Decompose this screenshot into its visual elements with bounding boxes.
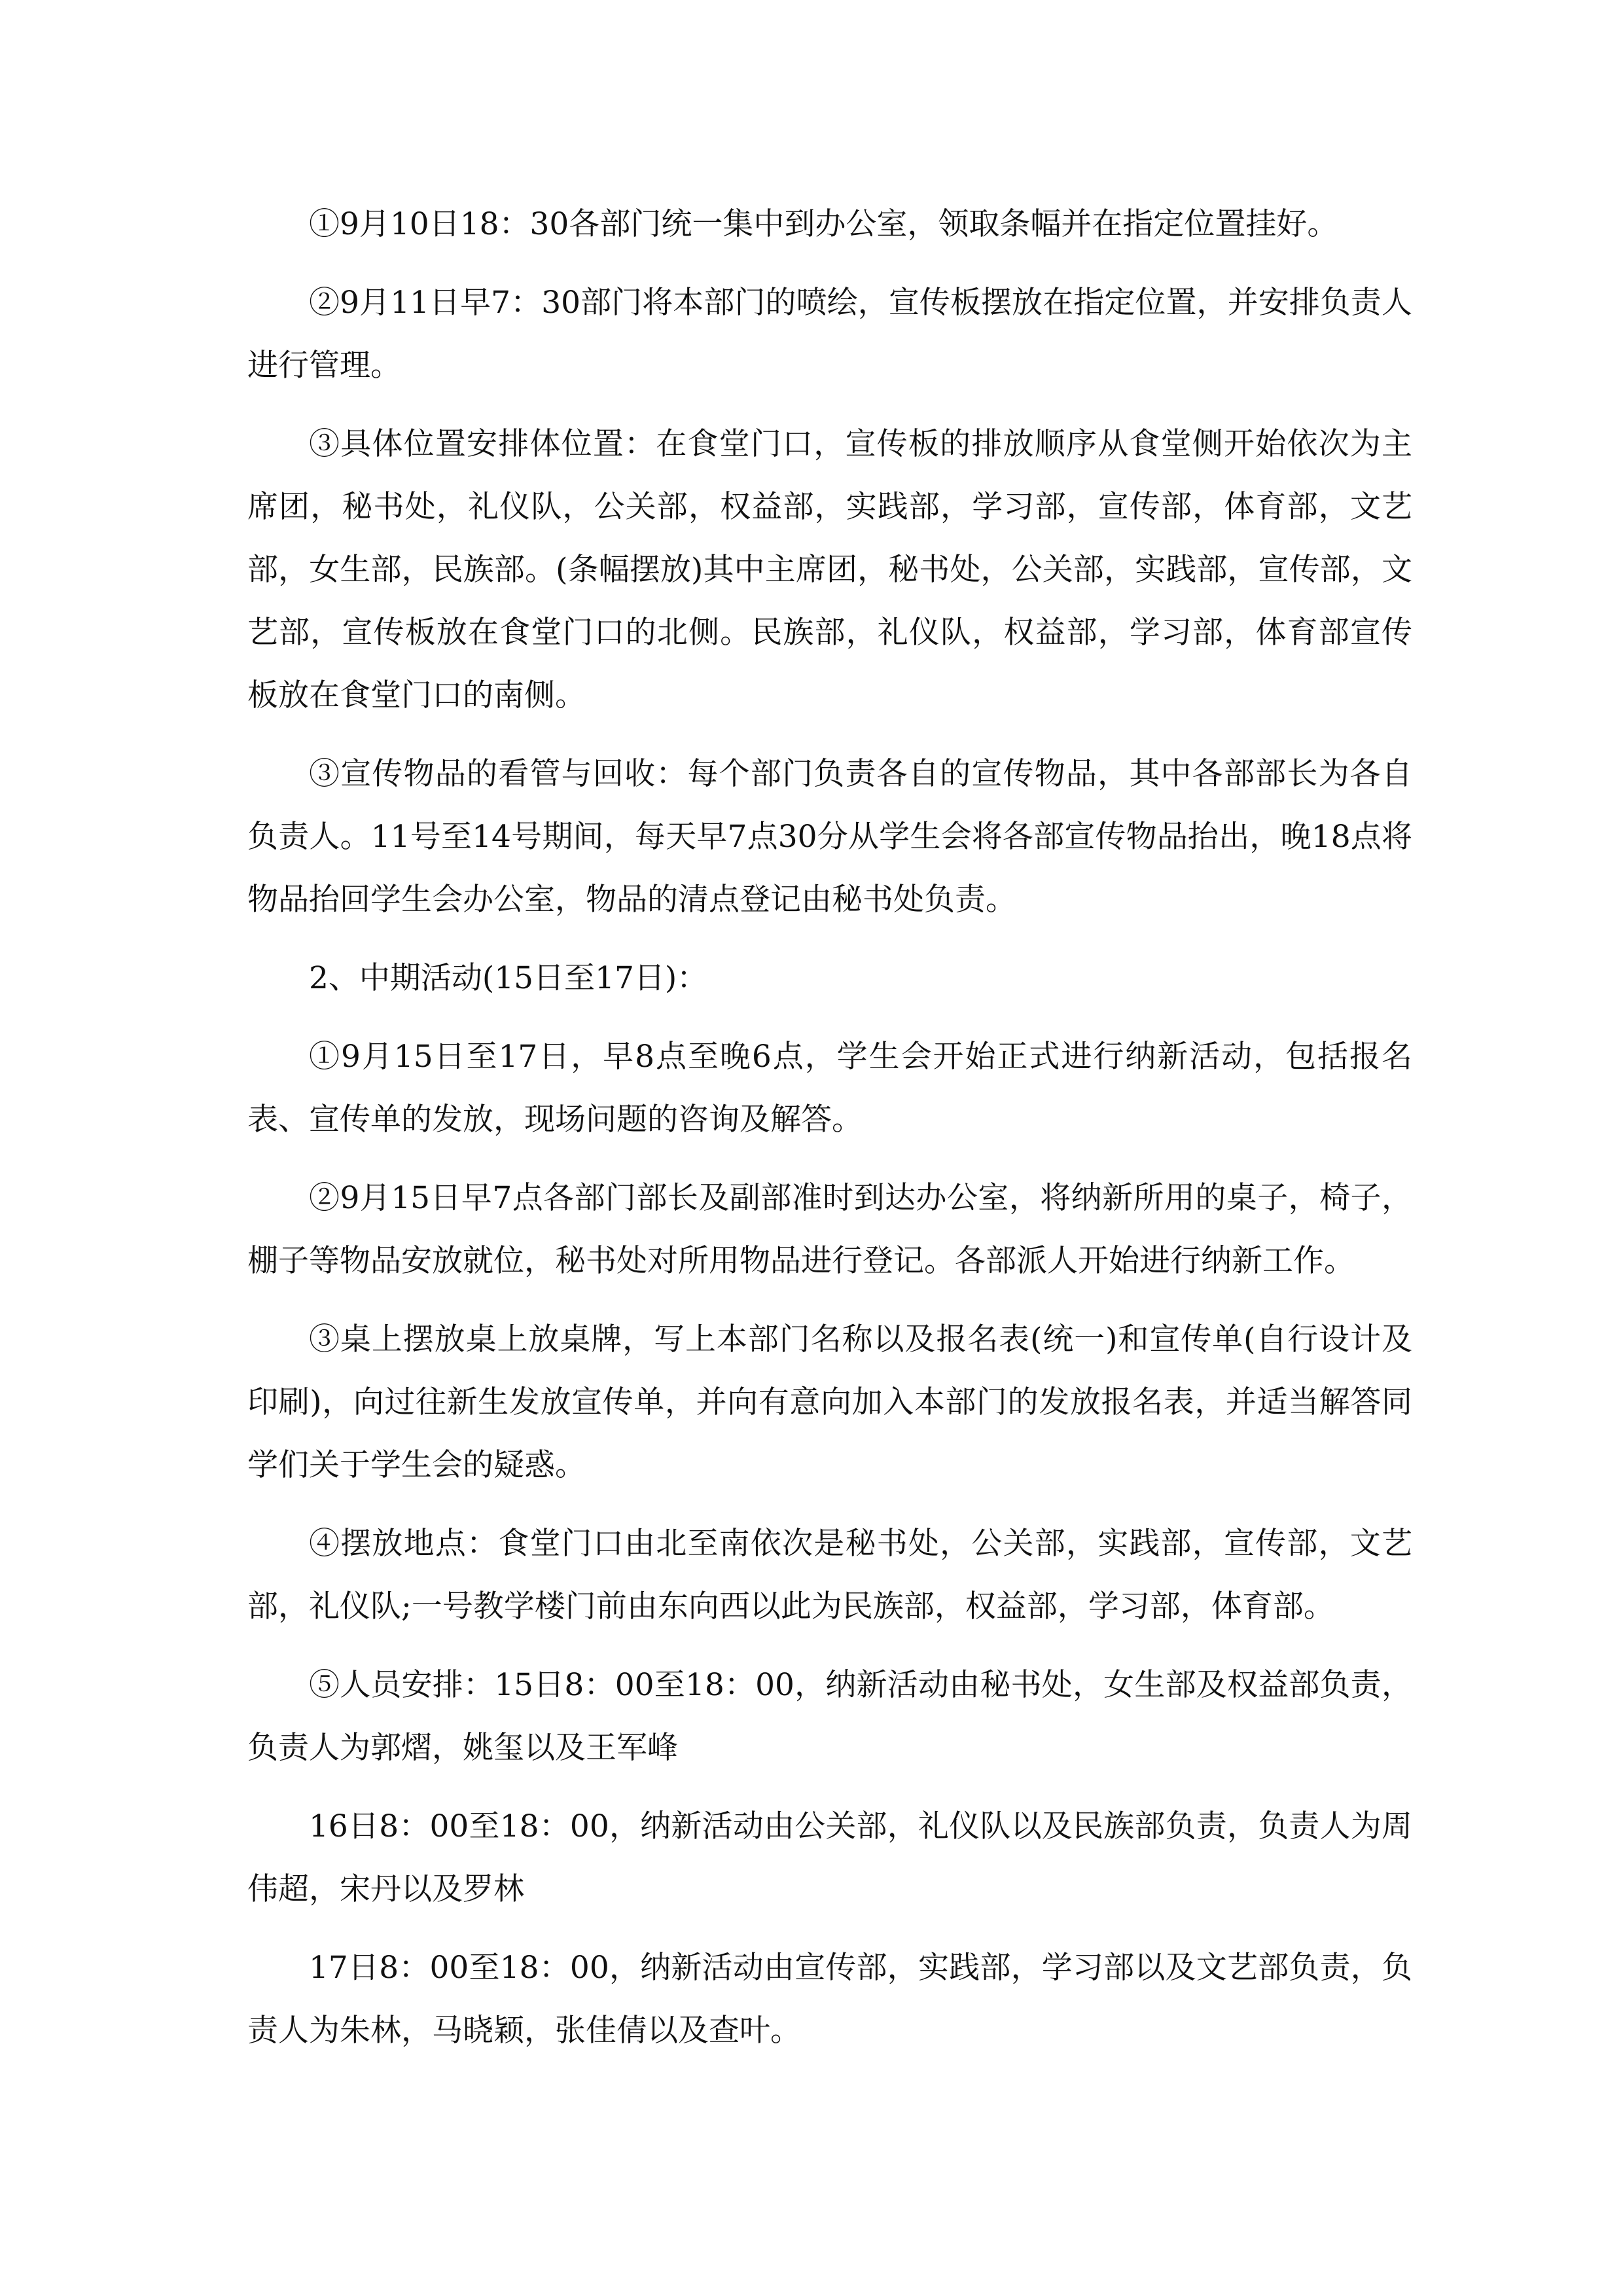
paragraph-setup: ②9月15日早7点各部门部长及副部准时到达办公室，将纳新所用的桌子，椅子，棚子等物品安放就位，秘书处对所用物品进行登记。各部派人开始进行纳新工作。 (247, 1180, 1412, 1279)
paragraph-board-placement: ②9月11日早7：30部门将本部门的喷绘，宣传板摆放在指定位置，并安排负责人进行管理。 (247, 285, 1412, 384)
paragraph-materials-custody: ③宣传物品的看管与回收：每个部门负责各自的宣传物品，其中各部部长为各自负责人。11号至14号期间，每天早7点30分从学生会将各部宣传物品抬出，晚18点将物品抬回学生会办公室，物品的清点登记由秘书处负责。 (247, 756, 1412, 918)
paragraph-staffing-day16: 16日8：00至18：00，纳新活动由公关部，礼仪队以及民族部负责，负责人为周伟超，宋丹以及罗林 (247, 1808, 1412, 1907)
paragraph-desk-arrangement: ③桌上摆放桌上放桌牌，写上本部门名称以及报名表(统一)和宣传单(自行设计及印刷)，向过往新生发放宣传单，并向有意向加入本部门的发放报名表，并适当解答同学们关于学生会的疑惑。 (247, 1321, 1412, 1483)
paragraph-placement-location: ④摆放地点：食堂门口由北至南依次是秘书处，公关部，实践部，宣传部，文艺部，礼仪队;一号教学楼门前由东向西以此为民族部，权益部，学习部，体育部。 (247, 1526, 1412, 1624)
paragraph-location-arrangement: ③具体位置安排体位置：在食堂门口，宣传板的排放顺序从食堂侧开始依次为主席团，秘书处，礼仪队，公关部，权益部，实践部，学习部，宣传部，体育部，文艺部，女生部，民族部。(条幅摆放)其中主席团，秘书处，公关部，实践部，宣传部，文艺部，宣传板放在食堂门口的北侧。民族部，礼仪队，权益部，学习部，体育部宣传板放在食堂门口的南侧。 (247, 426, 1412, 713)
section-heading-midterm-activity: 2、中期活动(15日至17日)： (309, 960, 708, 996)
paragraph-recruitment-schedule: ①9月15日至17日，早8点至晚6点，学生会开始正式进行纳新活动，包括报名表、宣传单的发放，现场问题的咨询及解答。 (247, 1039, 1412, 1138)
paragraph-staffing-day15: ⑤人员安排：15日8：00至18：00，纳新活动由秘书处，女生部及权益部负责，负责人为郭熠，姚玺以及王军峰 (247, 1667, 1412, 1766)
paragraph-staffing-day17: 17日8：00至18：00，纳新活动由宣传部，实践部，学习部以及文艺部负责，负责人为朱林，马晓颖，张佳倩以及查叶。 (247, 1950, 1412, 2049)
paragraph-banner-hanging: ①9月10日18：30各部门统一集中到办公室，领取条幅并在指定位置挂好。 (309, 206, 1338, 242)
document-body (247, 193, 1412, 2078)
